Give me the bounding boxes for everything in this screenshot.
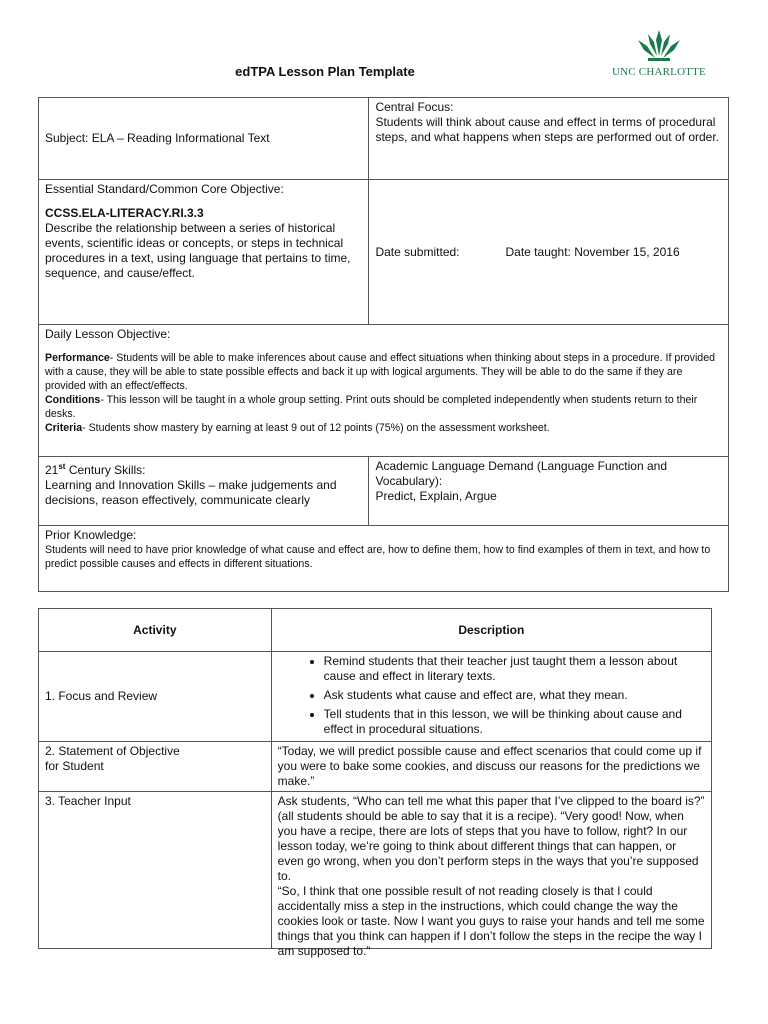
standard-label: Essential Standard/Common Core Objective: [45, 182, 284, 196]
conditions-text: Conditions- This lesson will be taught in a whole group setting. Print outs should be completed independently when students return to their desks. [45, 394, 698, 420]
standard-cell [39, 180, 369, 325]
criteria-label: Criteria [45, 422, 83, 434]
logo-text: UNC CHARLOTTE [612, 66, 706, 78]
list-item: • Remind students that their teacher just taught them a lesson about cause and effect in literary texts. [324, 654, 705, 684]
skills-label: 21st Century Skills: [45, 462, 146, 477]
activity-cell-3: 3. Teacher Input [39, 792, 272, 949]
description-cell-2: “Today, we will predict possible cause and effect scenarios that could come up if you were to bake some cookies, and discuss our reasons for the predictions we make.” [271, 742, 711, 792]
activity-header: Activity [39, 609, 272, 652]
prior-label: Prior Knowledge: [45, 528, 137, 542]
date-taught: Date taught: November 15, 2016 [505, 244, 680, 259]
central-focus-label: Central Focus: [375, 100, 454, 114]
performance-text: Performance- Students will be able to make inferences about cause and effect situations when thinking about steps in a procedure. If provided with a cause, they will be able to state possible effects and back it up with logical arguments. They will be able to do the same if they are provided with an effect/effects. [45, 352, 715, 392]
description-cell-3 [271, 792, 711, 958]
academic-text: Predict, Explain, Argue [375, 489, 497, 503]
objective-cell [39, 325, 729, 457]
teacher-input-paragraph-2: “So, I think that one possible result of not reading closely is that I could accidentally miss a step in the instructions, which could change the way the cookies look or taste. Now I want you guys to raise your hands and tell me some things that you think can happen if I don’t follow the steps in the recipe the way I am supposed to.” [277, 884, 705, 958]
skills-cell [39, 457, 369, 526]
standard-text: Describe the relationship between a series of historical events, scientific ideas or concepts, or steps in technical procedures in a text, using language that pertains to time, sequence, and cause/effect. [45, 221, 351, 280]
academic-label: Academic Language Demand (Language Function and Vocabulary): [375, 459, 667, 488]
focus-bullet-list [278, 654, 705, 737]
conditions-label: Conditions [45, 394, 101, 406]
activity-cell-1: 1. Focus and Review [39, 652, 272, 742]
description-cell-1 [271, 652, 711, 742]
prior-text: Students will need to have prior knowledge of what cause and effect are, how to define them, how to find examples of them in text, and how to predict possible causes and effects in different situations. [45, 544, 711, 570]
crown-logo-icon [636, 28, 682, 64]
academic-language-cell [369, 457, 729, 526]
central-focus-cell [369, 98, 729, 180]
activity-cell-2: 2. Statement of Objective for Student [39, 742, 272, 792]
document-title: edTPA Lesson Plan Template [235, 64, 415, 79]
activity-table [38, 608, 712, 958]
criteria-text: Criteria- Students show mastery by earning at least 9 out of 12 points (75%) on the assessment worksheet. [45, 422, 550, 434]
dates-cell [369, 180, 729, 325]
objective-label: Daily Lesson Objective: [45, 327, 171, 341]
skills-text: Learning and Innovation Skills – make judgements and decisions, reason effectively, communicate clearly [45, 478, 337, 507]
performance-label: Performance [45, 352, 110, 364]
lesson-plan-table [38, 97, 729, 592]
date-submitted: Date submitted: [375, 244, 460, 259]
standard-code: CCSS.ELA-LITERACY.RI.3.3 [45, 206, 204, 220]
prior-knowledge-cell [39, 526, 729, 592]
subject-cell [39, 98, 369, 180]
central-focus-text: Students will think about cause and effect in terms of procedural steps, and what happens when steps are performed out of order. [375, 115, 719, 144]
description-header: Description [271, 609, 711, 652]
subject-text: Subject: ELA – Reading Informational Text [45, 131, 270, 145]
list-item: • Ask students what cause and effect are, what they mean. [324, 688, 705, 703]
teacher-input-paragraph-1: Ask students, “Who can tell me what this paper that I’ve clipped to the board is?” (all students should be able to say that it is a recipe). “Very good! Now, when you have a recipe, there are lots of steps that you have to follow, right? In our lesson today, we’re going to think about different things that can happen, or even go wrong, when you don’t perform steps in the ways that you’re supposed to. [277, 794, 705, 883]
list-item: • Tell students that in this lesson, we will be thinking about cause and effect in procedural situations. [324, 707, 705, 737]
